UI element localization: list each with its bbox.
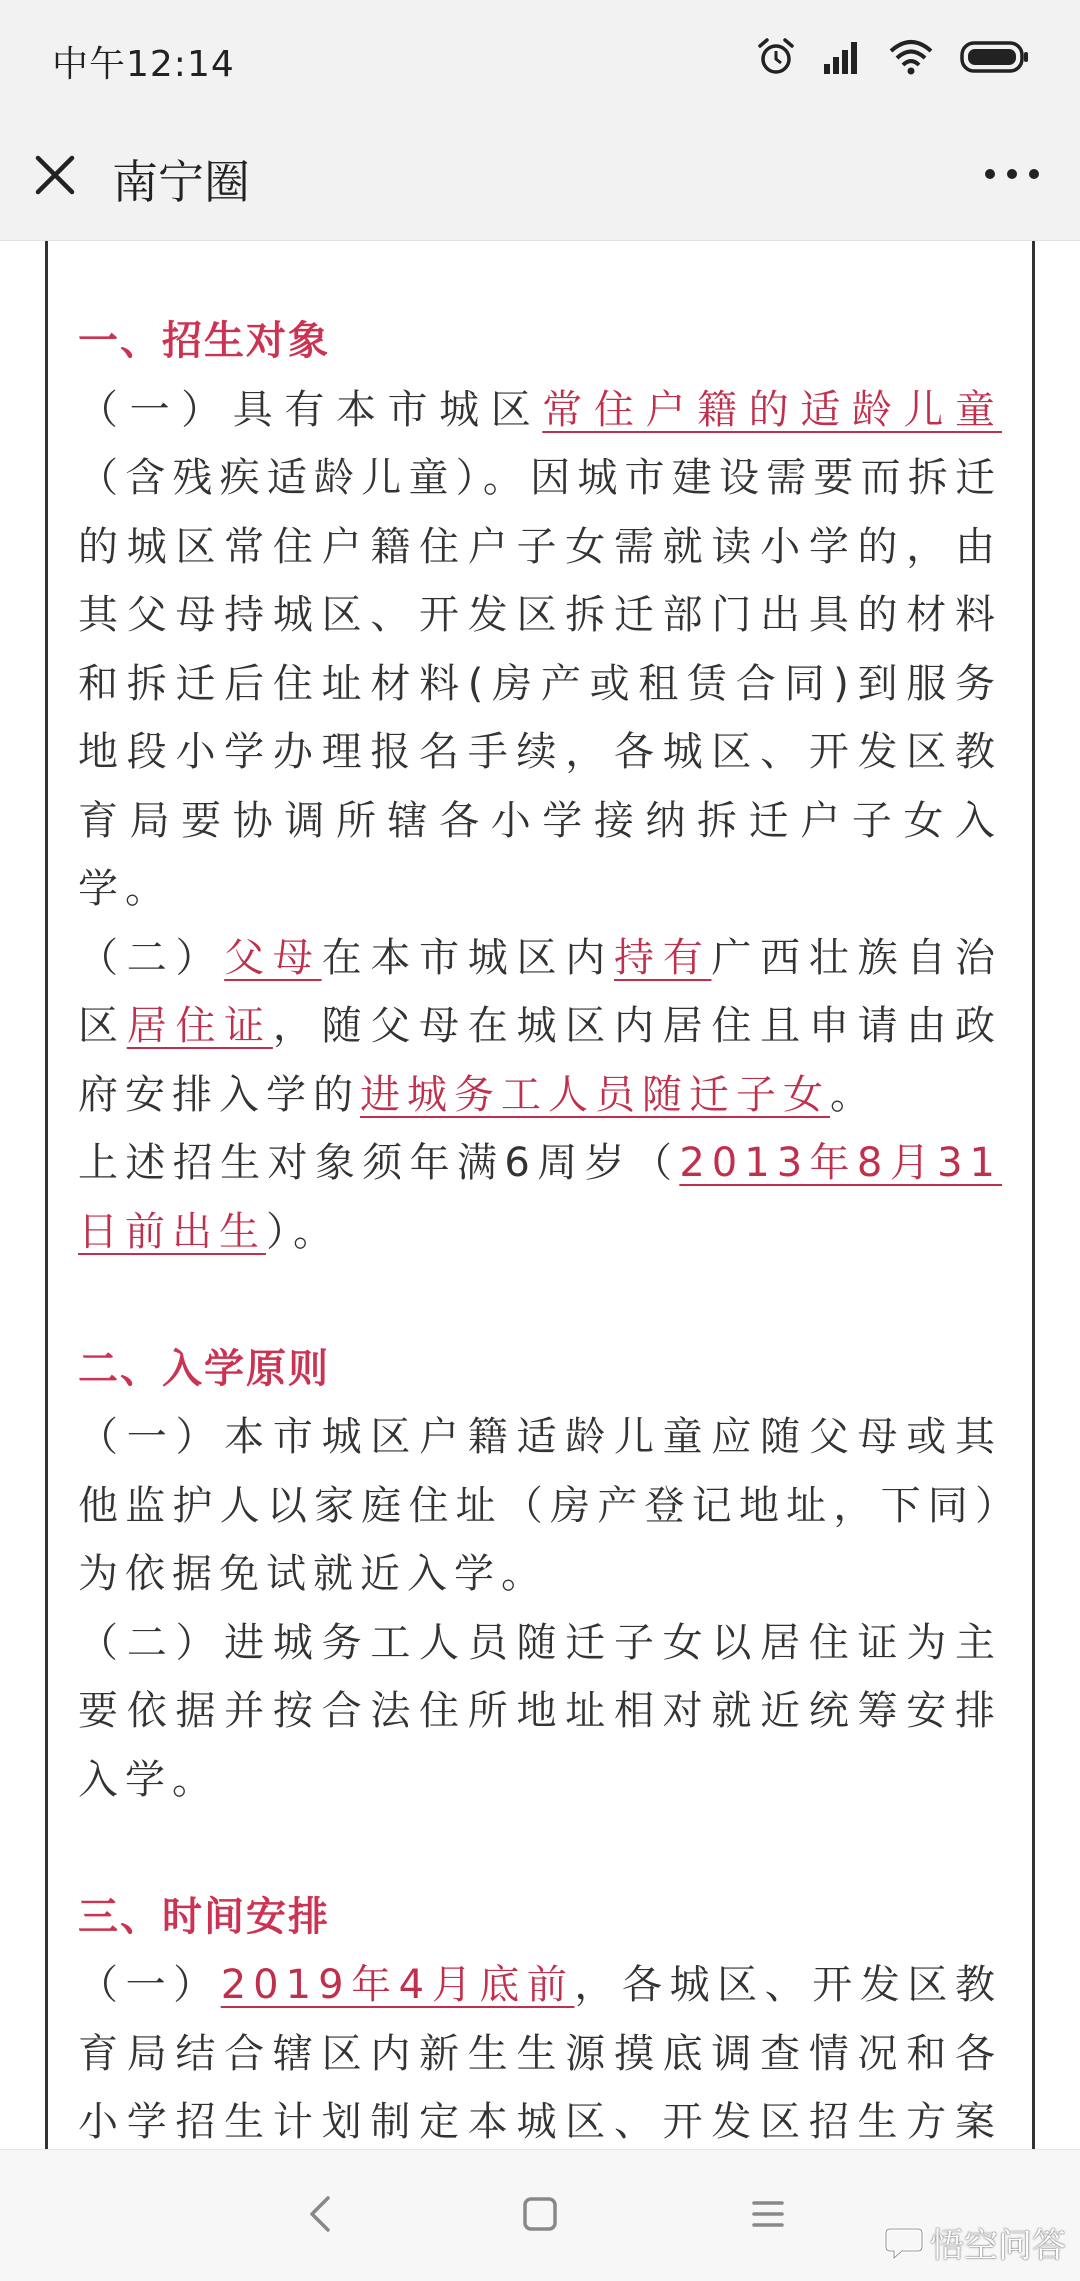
text-segment: ）。 [266,1208,340,1255]
watermark-text: 悟空问答 [930,2226,1066,2266]
page-title: 南宁圈 [112,155,250,209]
signal-icon [822,40,862,74]
paragraph-2-2: （二）进城务工人员随迁子女以居住证为主要依据并按合法住所地址相对就近统筹安排入学。 [78,1619,1002,1803]
paragraph-1-3 [78,1129,1002,1266]
link-deadline[interactable]: 2019年4月底前 [220,1962,575,2008]
spacer [78,1814,1002,1883]
text-segment: 广西壮族自治区 [78,934,1003,1049]
frame-border-left [45,241,48,2149]
text-segment: （一） [78,1962,221,2008]
battery-icon [960,40,1030,74]
status-icons [756,32,1030,82]
nav-bar [0,110,1080,241]
paragraph-1-1 [78,376,1002,924]
section-heading-2: 二、入学原则 [78,1345,330,1392]
article-body [78,307,1002,2225]
spacer [78,1266,1002,1335]
link-migrant-children[interactable]: 进城务工人员随迁子女 [360,1071,830,1118]
back-icon[interactable] [300,2192,340,2236]
watermark [884,2218,1066,2267]
link-birth-date[interactable]: 2013年8月31日前出生 [78,1140,1002,1255]
link-resident-children[interactable]: 常住户籍的适龄儿童 [542,386,1003,433]
section-heading-1: 一、招生对象 [78,318,330,364]
more-icon[interactable] [984,162,1040,186]
text-segment: ，随父母在城区内居住且申请由政府安排入学的 [78,1003,1003,1118]
link-hold[interactable]: 持有 [613,934,712,981]
link-residence-permit[interactable]: 居住证 [126,1003,273,1049]
section-heading-3: 三、时间安排 [78,1893,330,1940]
article-content[interactable] [0,241,1080,2149]
link-parents[interactable]: 父母 [224,934,322,981]
chat-bubble-icon [884,2225,924,2261]
text-segment: （一）具有本市城区 [78,386,543,433]
home-icon[interactable] [520,2194,560,2234]
text-segment: （含残疾适龄儿童）。因城市建设需要而拆迁的城区常住户籍住户子女需就读小学的，由其父母持城区、开发区拆迁部门出具的材料和拆迁后住址材料(房产或租赁合同)到服务地段小学办理报名手续，各城区、开发区教育局要协调所辖各小学接纳拆迁户子女入学。 [78,455,1002,912]
paragraph-1-2 [78,924,1002,1130]
text-segment: 在本市城区内 [321,934,614,981]
wifi-icon [888,39,934,75]
status-bar [0,0,1080,110]
text-segment: （二） [78,934,225,981]
menu-icon[interactable] [748,2194,788,2234]
alarm-icon [756,37,796,77]
text-segment: ，各城区、开发区教育局结合辖区内新生生源摸底调查情况和各小学招生计划制定本城区、开发区招生方案 [78,1962,1003,2145]
paragraph-2-1: （一）本市城区户籍适龄儿童应随父母或其他监护人以家庭住址（房产登记地址，下同）为依据免试就近入学。 [78,1414,1002,1597]
text-segment: 。 [830,1071,877,1118]
status-time: 中午12:14 [52,44,235,85]
text-segment: 上述招生对象须年满6周岁（ [78,1140,680,1186]
close-icon[interactable] [30,150,80,200]
frame-border-right [1032,241,1035,2149]
system-nav-bar [0,2149,1080,2281]
